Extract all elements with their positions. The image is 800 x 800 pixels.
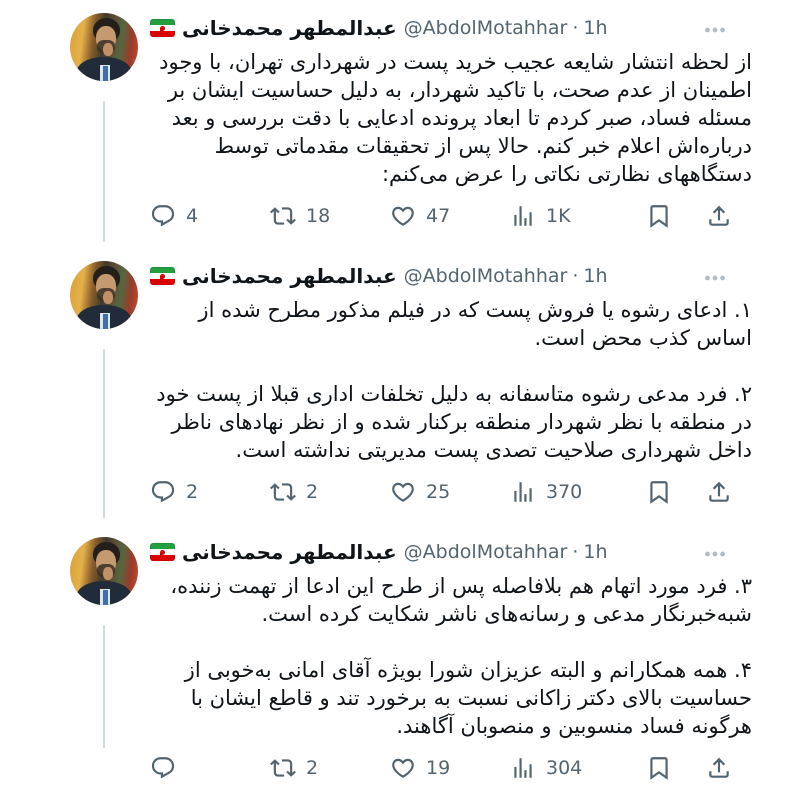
avatar[interactable]	[70, 13, 138, 81]
bookmark-icon	[646, 755, 672, 781]
more-button[interactable]	[702, 13, 728, 47]
repost-button[interactable]	[270, 203, 390, 229]
user-handle[interactable]: @AbdolMotahhar	[403, 265, 568, 287]
reply-icon	[150, 479, 176, 505]
like-button[interactable]	[390, 755, 510, 781]
thread-connector-line	[103, 625, 105, 748]
reply-icon	[150, 755, 176, 781]
like-button[interactable]	[390, 479, 510, 505]
like-count: 25	[426, 481, 451, 503]
meta-separator: ·	[572, 265, 579, 287]
bookmark-icon	[646, 203, 672, 229]
views-count: 370	[546, 481, 583, 503]
tweet-actions	[150, 198, 732, 234]
reply-count: 4	[186, 205, 199, 227]
tweet-gutter	[0, 13, 150, 234]
iran-flag-icon	[150, 267, 175, 285]
repost-button[interactable]	[270, 479, 390, 505]
tweet-text	[150, 572, 752, 740]
display-name[interactable]: عبدالمطهر محمدخانی	[182, 540, 397, 564]
more-button[interactable]	[702, 537, 728, 571]
reply-count: 2	[186, 481, 199, 503]
more-icon	[702, 541, 728, 567]
timestamp[interactable]: 1h	[583, 541, 608, 563]
tweet[interactable]	[0, 0, 800, 248]
views-button[interactable]	[510, 479, 630, 505]
meta-separator: ·	[572, 541, 579, 563]
views-button[interactable]	[510, 203, 630, 229]
tweet-gutter	[0, 261, 150, 510]
tweet-header	[150, 13, 752, 43]
like-count: 19	[426, 757, 451, 779]
iran-flag-icon	[150, 543, 175, 561]
bookmark-button[interactable]	[646, 203, 672, 229]
thread-connector-line	[103, 349, 105, 518]
tweet-header	[150, 261, 752, 291]
bookmark-icon	[646, 479, 672, 505]
like-count: 47	[426, 205, 451, 227]
views-count: 1K	[546, 205, 571, 227]
share-button[interactable]	[706, 203, 732, 229]
like-button[interactable]	[390, 203, 510, 229]
display-name[interactable]: عبدالمطهر محمدخانی	[182, 264, 397, 288]
repost-count: 18	[306, 205, 331, 227]
views-icon	[510, 203, 536, 229]
display-name[interactable]: عبدالمطهر محمدخانی	[182, 16, 397, 40]
tweet-paragraph: ۱. ادعای رشوه یا فروش پست که در فیلم مذکور مطرح شده از اساس کذب محض است.	[198, 298, 752, 350]
tweet[interactable]	[0, 524, 800, 800]
share-button[interactable]	[706, 755, 732, 781]
bookmark-button[interactable]	[646, 755, 672, 781]
repost-icon	[270, 755, 296, 781]
views-icon	[510, 479, 536, 505]
tweet-actions	[150, 750, 732, 786]
avatar[interactable]	[70, 261, 138, 329]
views-button[interactable]	[510, 755, 630, 781]
reply-icon	[150, 203, 176, 229]
share-button[interactable]	[706, 479, 732, 505]
reply-button[interactable]	[150, 479, 270, 505]
tweet-paragraph: ۴. همه همکارانم و البته عزیزان شورا بویژه آقای امانی به‌خوبی از حساسیت بالای دکتر زاکانی نسبت به برخورد تند و قاطع ایشان با هرگونه فساد منسوبین و منصوبان آگاهند.	[184, 658, 752, 738]
avatar[interactable]	[70, 537, 138, 605]
repost-button[interactable]	[270, 755, 390, 781]
repost-icon	[270, 479, 296, 505]
like-icon	[390, 755, 416, 781]
more-icon	[702, 17, 728, 43]
thread-connector-line	[103, 101, 105, 242]
like-icon	[390, 203, 416, 229]
share-icon	[706, 479, 732, 505]
tweet-text	[150, 48, 752, 188]
tweet-header	[150, 537, 752, 567]
more-icon	[702, 265, 728, 291]
repost-icon	[270, 203, 296, 229]
reply-button[interactable]	[150, 203, 270, 229]
bookmark-button[interactable]	[646, 479, 672, 505]
repost-count: 2	[306, 481, 319, 503]
like-icon	[390, 479, 416, 505]
share-icon	[706, 755, 732, 781]
meta-separator: ·	[572, 17, 579, 39]
user-handle[interactable]: @AbdolMotahhar	[403, 17, 568, 39]
tweet-paragraph: از لحظه انتشار شایعه عجیب خرید پست در شهرداری تهران، با وجود اطمینان از عدم صحت، با تاکید شهردار، به دلیل حساسیت ایشان بر مسئله فساد، صبر کردم تا ابعاد پرونده ادعایی با دقت بررسی و بعد درباره‌اش اعلام خبر کنم. حالا پس از تحقیقات مقدماتی توسط دستگاههای نظارتی نکاتی را عرض می‌کنم:	[159, 50, 752, 186]
tweet-gutter	[0, 537, 150, 786]
tweet-paragraph: ۲. فرد مدعی رشوه متاسفانه به دلیل تخلفات اداری قبلا از پست خود در منطقه با نظر شهردار منطقه برکنار شده و از نظر نهادهای ناظر داخل شهرداری صلاحیت تصدی پست مدیریتی نداشته است.	[156, 382, 752, 462]
more-button[interactable]	[702, 261, 728, 295]
repost-count: 2	[306, 757, 319, 779]
timestamp[interactable]: 1h	[583, 265, 608, 287]
tweet[interactable]	[0, 248, 800, 524]
share-icon	[706, 203, 732, 229]
tweet-text	[150, 296, 752, 464]
timestamp[interactable]: 1h	[583, 17, 608, 39]
tweet-actions	[150, 474, 732, 510]
views-count: 304	[546, 757, 583, 779]
reply-button[interactable]	[150, 755, 270, 781]
tweet-paragraph: ۳. فرد مورد اتهام هم بلافاصله پس از طرح این ادعا از تهمت زننده، شبه‌خبرنگار مدعی و رسانه‌های ناشر شکایت کرده است.	[170, 574, 752, 626]
views-icon	[510, 755, 536, 781]
iran-flag-icon	[150, 19, 175, 37]
user-handle[interactable]: @AbdolMotahhar	[403, 541, 568, 563]
